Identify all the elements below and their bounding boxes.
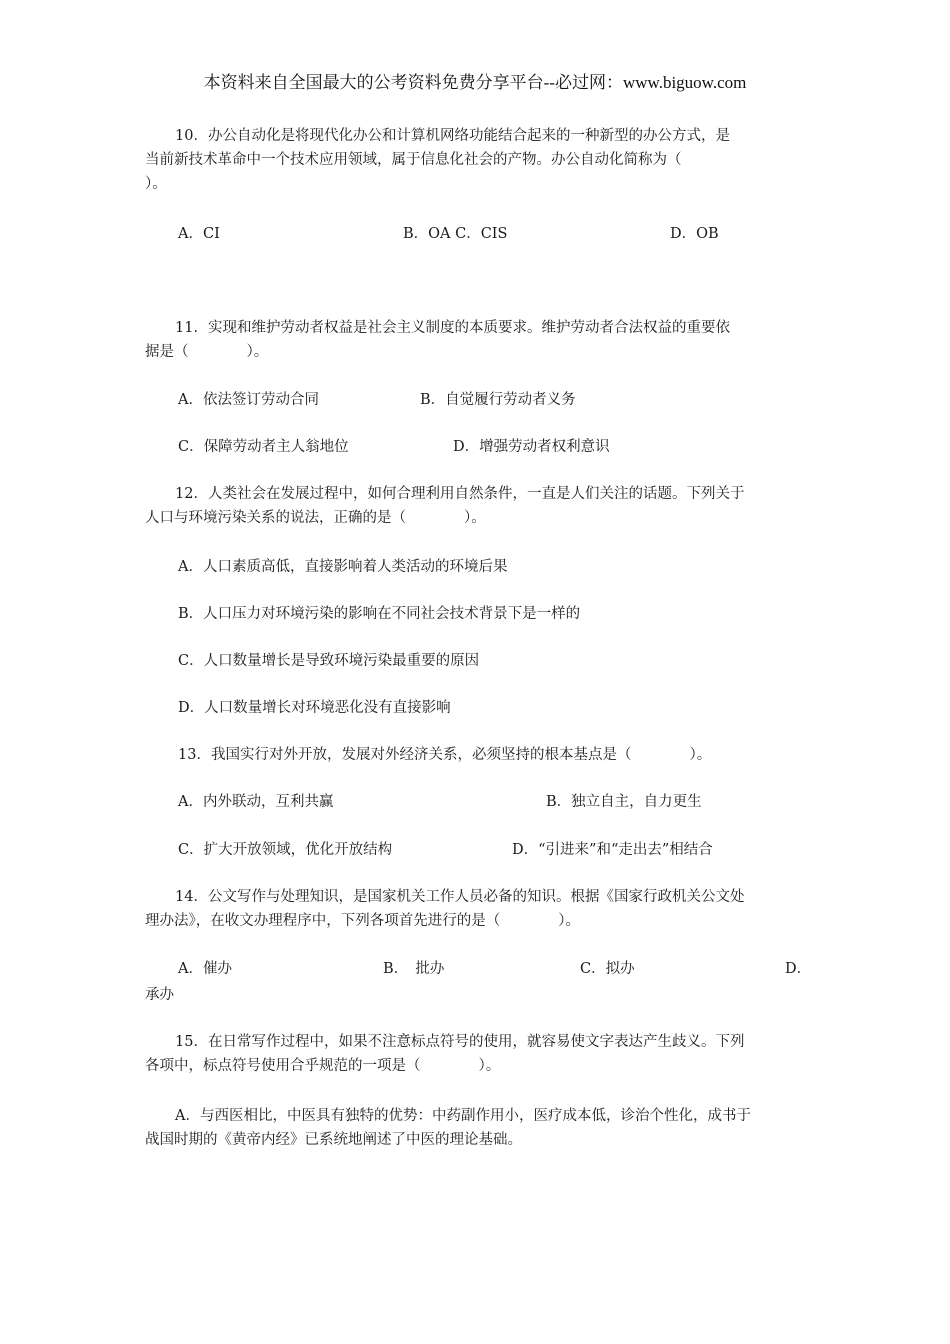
q11-option-d: D．增强劳动者权利意识 xyxy=(453,439,610,455)
page-header: 本资料来自全国最大的公考资料免费分享平台--必过网：www.biguow.com xyxy=(203,73,747,92)
q13-option-a: A．内外联动，互利共赢 xyxy=(178,794,334,810)
q12-option-d: D．人口数量增长对环境恶化没有直接影响 xyxy=(178,700,451,716)
q15-option-a-line1: A．与西医相比，中医具有独特的优势：中药副作用小，医疗成本低，诊治个性化，成书于 xyxy=(175,1108,751,1124)
q12-option-b: B．人口压力对环境污染的影响在不同社会技术背景下是一样的 xyxy=(178,606,581,622)
q10-option-bc: B．OA C．CIS xyxy=(403,226,508,242)
q13-option-c: C．扩大开放领域，优化开放结构 xyxy=(178,842,393,858)
q11-option-a: A．依法签订劳动合同 xyxy=(178,392,319,408)
q10-line1: 10．办公自动化是将现代化办公和计算机网络功能结合起来的一种新型的办公方式，是 xyxy=(175,128,730,144)
q13-option-d: D．“引进来”和“走出去”相结合 xyxy=(512,842,713,858)
q10-line2: 当前新技术革命中一个技术应用领域，属于信息化社会的产物。办公自动化简称为（ xyxy=(145,152,682,168)
q14-line1: 14．公文写作与处理知识，是国家机关工作人员必备的知识。根据《国家行政机关公文处 xyxy=(175,889,745,905)
q11-option-c: C．保障劳动者主人翁地位 xyxy=(178,439,349,455)
q15-option-a-line2: 战国时期的《黄帝内经》已系统地阐述了中医的理论基础。 xyxy=(145,1132,522,1148)
q11-line2: 据是（ ）。 xyxy=(145,344,269,360)
q14-line2: 理办法》，在收文办理程序中，下列各项首先进行的是（ ）。 xyxy=(145,913,580,929)
q12-line2: 人口与环境污染关系的说法，正确的是（ ）。 xyxy=(145,510,486,526)
q10-option-d: D．OB xyxy=(670,226,719,242)
q10-line3: ）。 xyxy=(145,176,167,192)
q11-line1: 11．实现和维护劳动者权益是社会主义制度的本质要求。维护劳动者合法权益的重要依 xyxy=(175,320,730,336)
q11-option-b: B．自觉履行劳动者义务 xyxy=(420,392,576,408)
q12-option-a: A．人口素质高低，直接影响着人类活动的环境后果 xyxy=(178,559,508,575)
q14-option-d-text: 承办 xyxy=(145,987,174,1003)
q13-line1: 13．我国实行对外开放，发展对外经济关系，必须坚持的根本基点是（ ）。 xyxy=(178,747,712,763)
q15-line2: 各项中，标点符号使用合乎规范的一项是（ ）。 xyxy=(145,1058,501,1074)
q14-option-b: B． 批办 xyxy=(383,961,445,977)
q14-option-c: C．拟办 xyxy=(580,961,635,977)
q12-line1: 12．人类社会在发展过程中，如何合理利用自然条件，一直是人们关注的话题。下列关于 xyxy=(175,486,745,502)
q12-option-c: C．人口数量增长是导致环境污染最重要的原因 xyxy=(178,653,480,669)
q14-option-d: D． xyxy=(785,961,812,977)
q13-option-b: B．独立自主，自力更生 xyxy=(546,794,702,810)
q10-option-a: A．CI xyxy=(178,226,220,242)
q14-option-a: A．催办 xyxy=(178,961,232,977)
q15-line1: 15．在日常写作过程中，如果不注意标点符号的使用，就容易使文字表达产生歧义。下列 xyxy=(175,1034,745,1050)
